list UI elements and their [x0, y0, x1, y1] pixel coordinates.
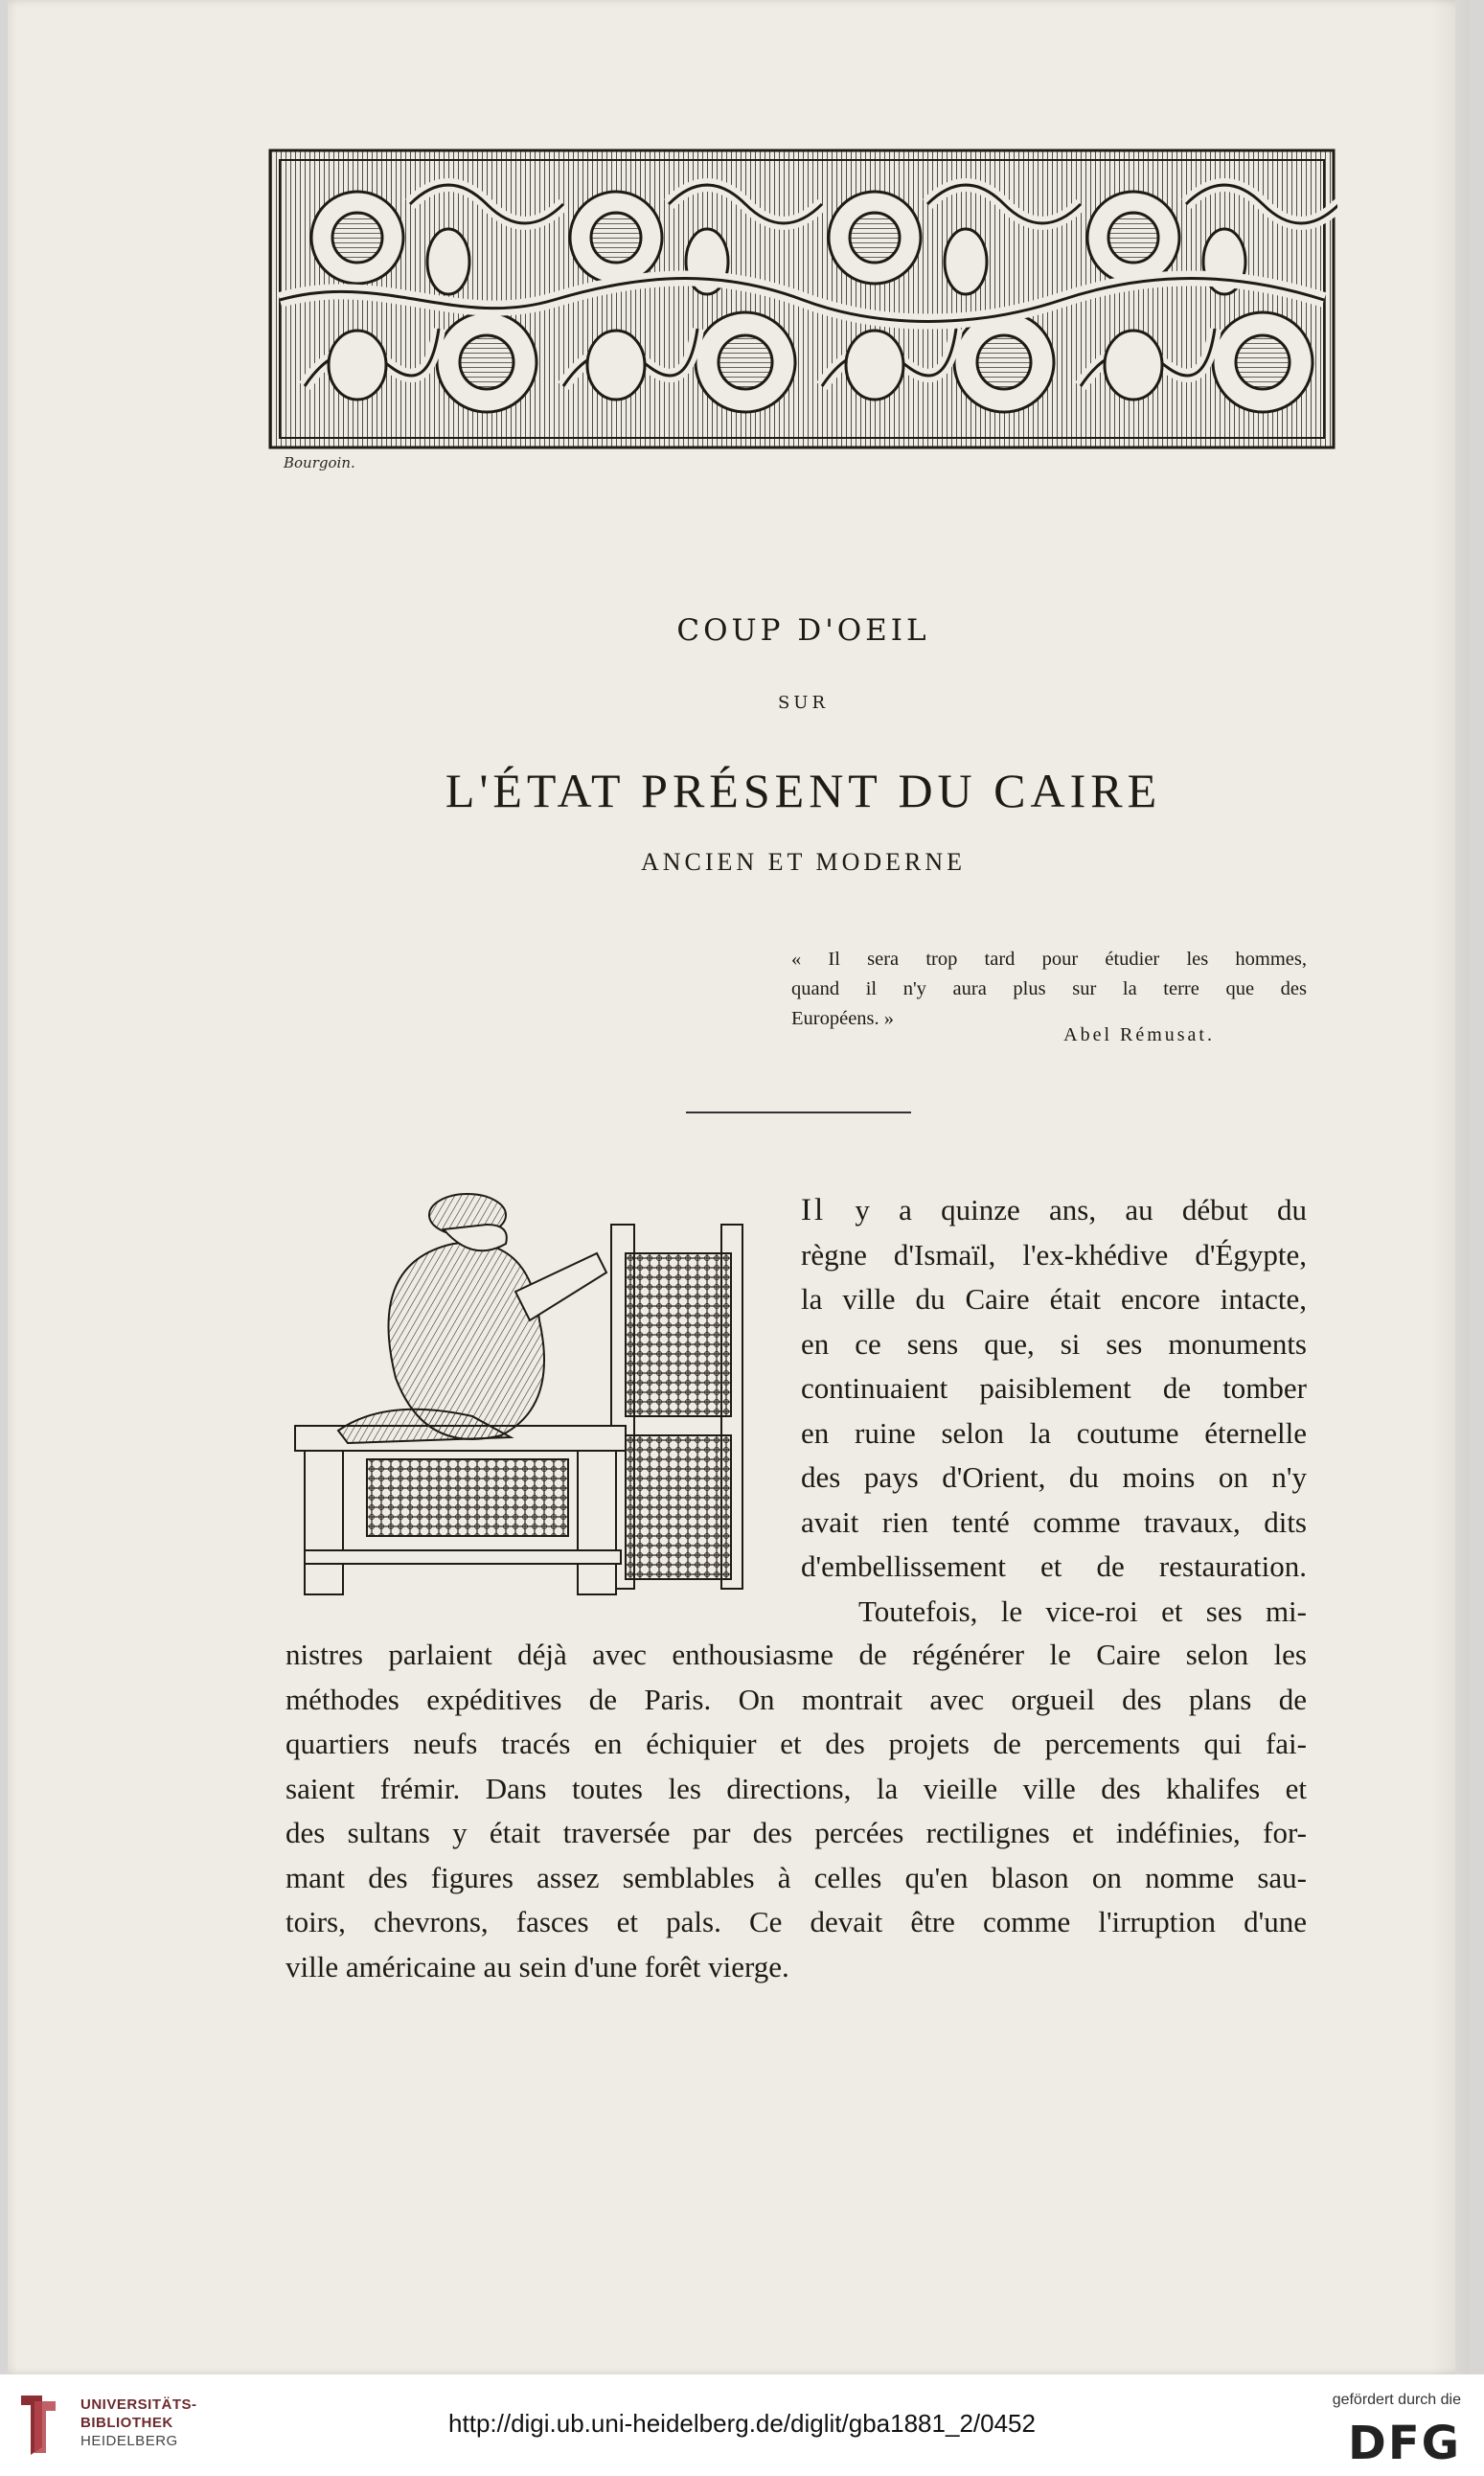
body-line: la ville du Caire était encore intacte, [801, 1282, 1307, 1316]
article-subtitle: ANCIEN ET MODERNE [640, 848, 967, 876]
body-line: ville américaine au sein d'une forêt vierge. [285, 1949, 789, 1983]
body-line: avait rien tenté comme travaux, dits [801, 1504, 1307, 1539]
body-line: en ce sens que, si ses monuments [801, 1326, 1307, 1361]
body-line: règne d'Ismaïl, l'ex-khédive d'Égypte, [801, 1237, 1307, 1272]
epigraph-quote [791, 945, 1307, 1034]
body-line: toirs, chevrons, fasces et pals. Ce devait être comme l'irruption d'une [285, 1905, 1307, 1938]
title-connector: SUR [777, 693, 830, 713]
permalink-url[interactable]: http://digi.ub.uni-heidelberg.de/diglit/gba1881_2/0452 [448, 2409, 1036, 2438]
epigraph-author: Abel Rémusat. [1063, 1024, 1215, 1045]
digitization-footer [0, 2374, 1484, 2476]
library-name: UNIVERSITÄTS- BIBLIOTHEK HEIDELBERG [80, 2396, 197, 2449]
body-paragraph-intro [801, 1188, 1307, 1634]
body-paragraph-continued [285, 1633, 1307, 1989]
body-line: des pays d'Orient, du moins on n'y [801, 1460, 1307, 1494]
body-line: des sultans y était traversée par des percées rectilignes et indéfinies, for- [285, 1816, 1307, 1849]
arabesque-headpiece-engraving [266, 147, 1337, 451]
epigraph-line: Européens. » [791, 1008, 895, 1029]
body-line: saient frémir. Dans toutes les directions, la vieille ville des khalifes et [285, 1771, 1307, 1805]
seated-scholar-engraving [281, 1186, 779, 1627]
body-line: en ruine selon la coutume éternelle [801, 1415, 1307, 1450]
body-line: continuaient paisiblement de tomber [801, 1371, 1307, 1405]
body-line: mant des figures assez semblables à celles qu'en blason on nomme sau- [285, 1860, 1307, 1894]
section-divider [686, 1112, 911, 1113]
pre-title: COUP D'OEIL [676, 613, 930, 648]
page-edge-shadow [1455, 0, 1470, 2374]
body-line: nistres parlaient déjà avec enthousiasme de régénérer le Caire selon les [285, 1638, 1307, 1671]
epigraph-line: « Il sera trop tard pour étudier les hommes, [791, 949, 1307, 970]
body-line: méthodes expéditives de Paris. On montrait avec orgueil des plans de [285, 1682, 1307, 1716]
funded-by-label: gefördert durch die [1332, 2392, 1461, 2408]
body-line: y a quinze ans, au début du [855, 1193, 1307, 1227]
body-line: quartiers neufs tracés en échiquier et des projets de percements qui fai- [285, 1727, 1307, 1760]
body-line: Toutefois, le vice-roi et ses mi- [858, 1593, 1307, 1628]
engraver-signature: Bourgoin. [284, 454, 355, 471]
body-line: d'embellissement et de restauration. [801, 1549, 1307, 1583]
dropcap: Il [801, 1193, 827, 1227]
dfg-logo: DFG [1347, 2417, 1461, 2470]
epigraph-line: quand il n'y aura plus sur la terre que des [791, 978, 1307, 999]
scanned-page [8, 0, 1470, 2374]
article-title: L'ÉTAT PRÉSENT DU CAIRE [445, 764, 1162, 817]
